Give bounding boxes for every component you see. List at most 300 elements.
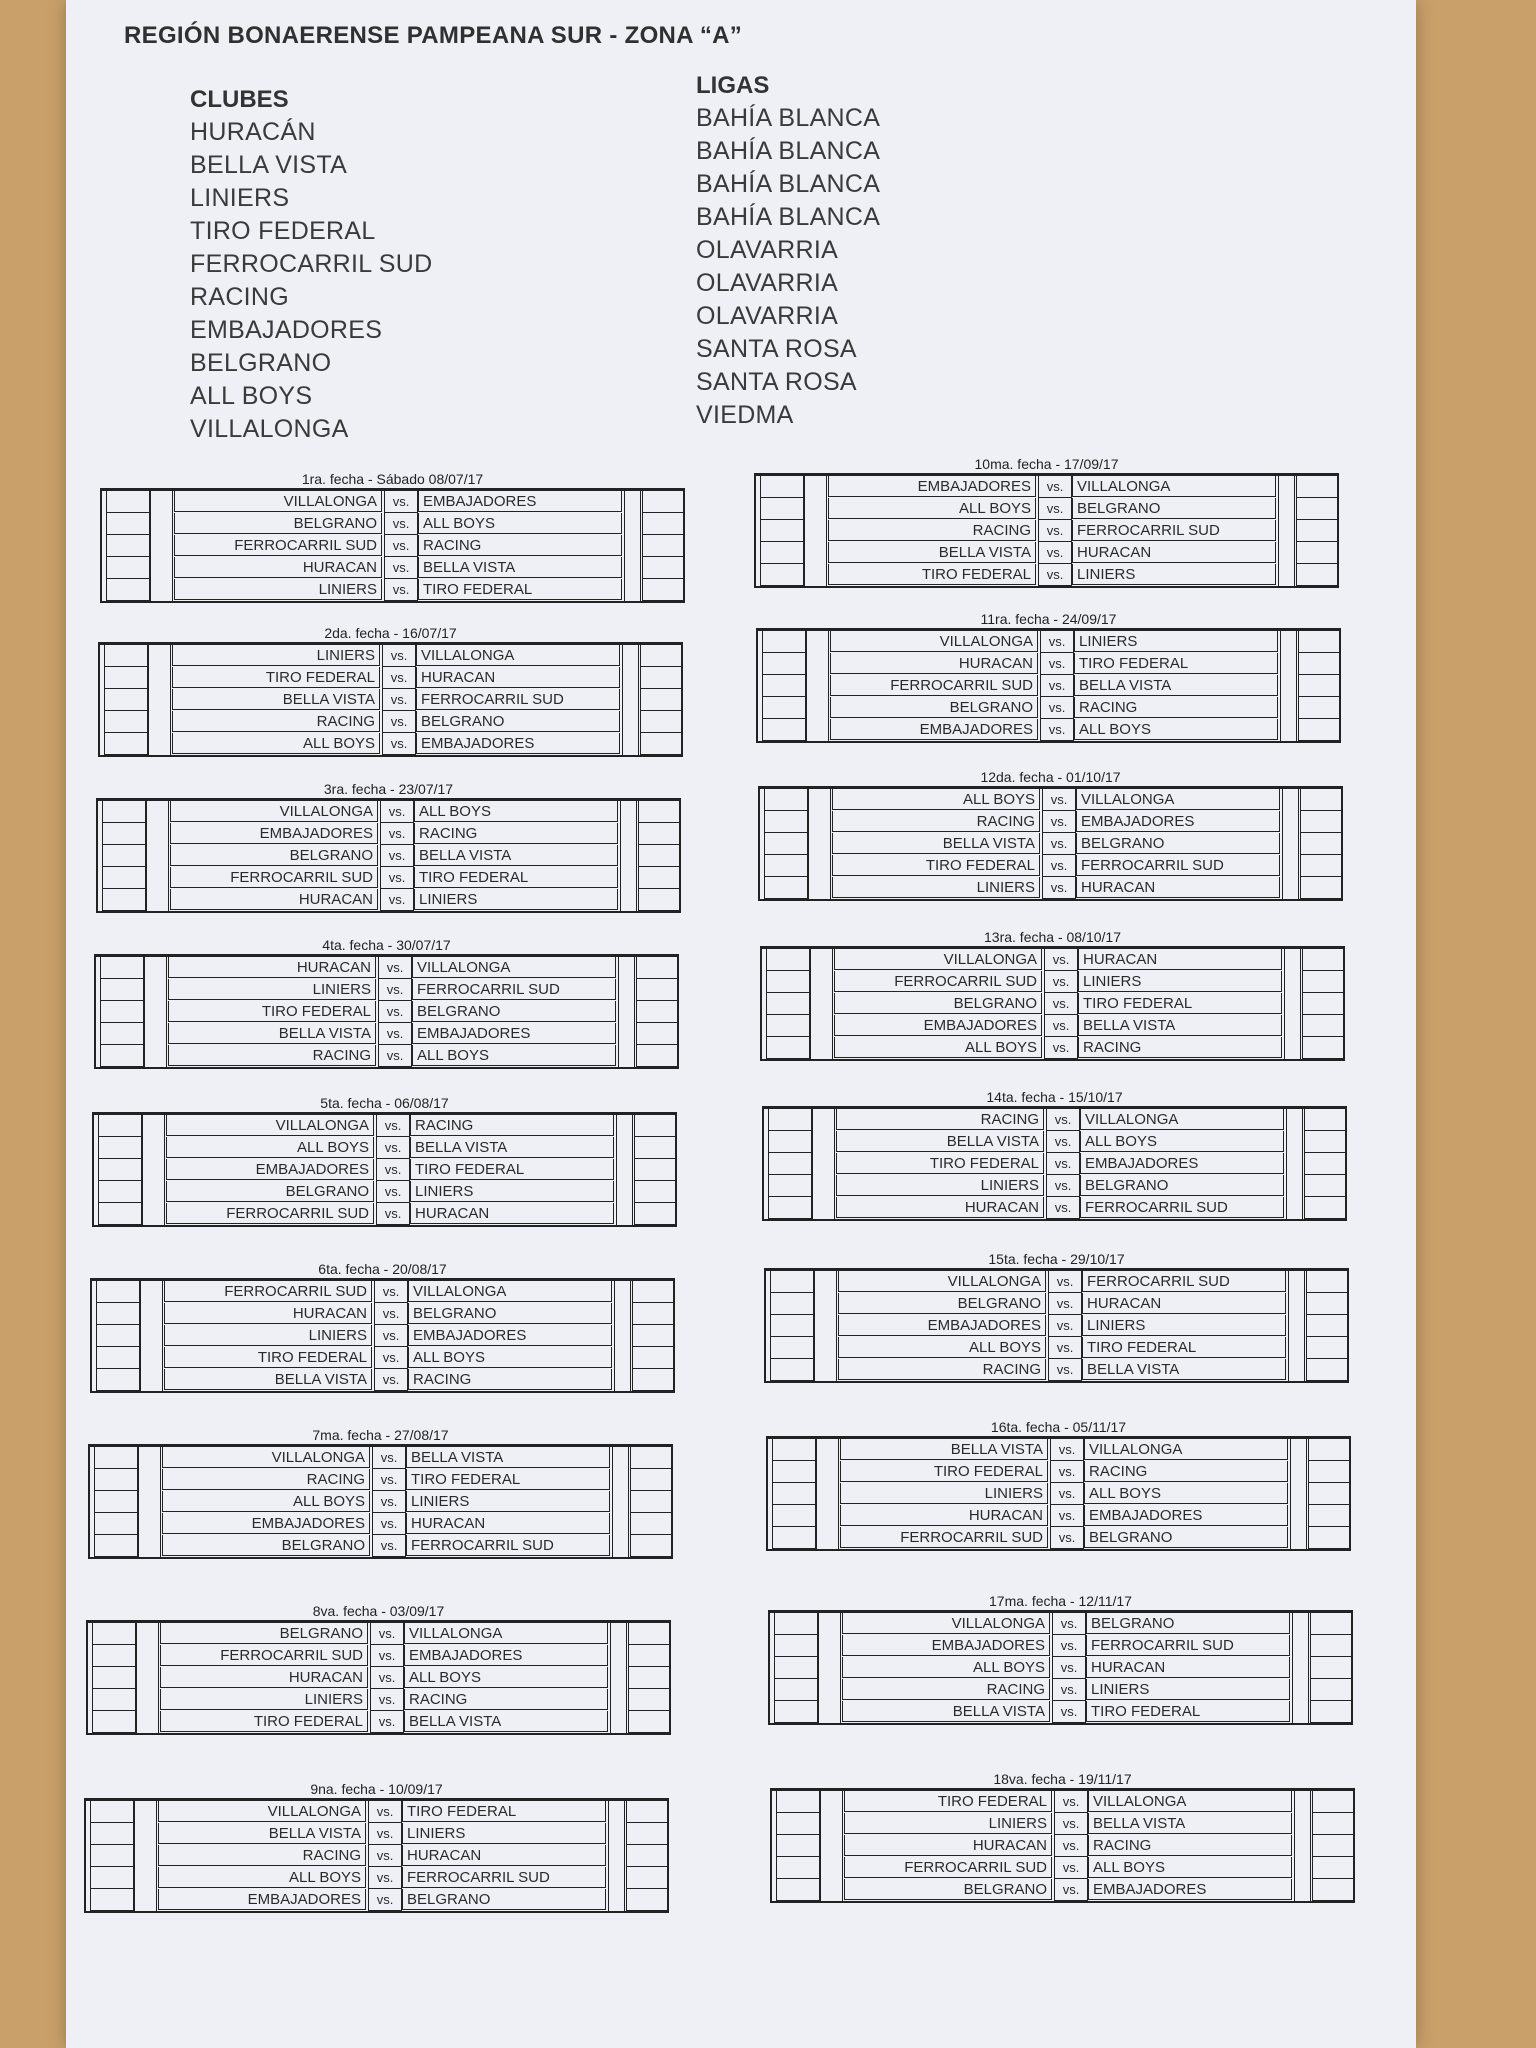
liga-item: SANTA ROSA	[696, 368, 857, 396]
score-box-away	[1308, 1439, 1350, 1461]
home-team: HURACAN	[844, 1835, 1052, 1856]
score-box-home	[764, 855, 808, 877]
home-team: EMBAJADORES	[170, 823, 378, 844]
score-box-home	[772, 1461, 816, 1483]
score-box-away	[1298, 631, 1340, 653]
home-team: TIRO FEDERAL	[828, 564, 1036, 585]
vs-label: vs.	[378, 1001, 412, 1023]
vs-label: vs.	[1050, 1483, 1084, 1505]
away-team: VILLALONGA	[1088, 1791, 1292, 1812]
fixture-table	[90, 1278, 675, 1393]
match-row	[102, 535, 683, 557]
away-team: LINIERS	[402, 1823, 606, 1844]
fixture-table	[766, 1436, 1351, 1551]
away-team: BELLA VISTA	[410, 1137, 614, 1158]
score-box-away	[1300, 789, 1342, 811]
score-box-away	[1300, 855, 1342, 877]
match-row	[98, 867, 679, 889]
score-box-home	[762, 675, 806, 697]
vs-label: vs.	[1048, 1315, 1082, 1337]
away-team: HURACAN	[1086, 1657, 1290, 1678]
home-team: ALL BOYS	[828, 498, 1036, 519]
score-box-away	[638, 823, 680, 845]
home-team: LINIERS	[836, 1175, 1044, 1196]
away-team: VILLALONGA	[408, 1281, 612, 1302]
away-team: FERROCARRIL SUD	[402, 1867, 606, 1888]
fixture-title: 3ra. fecha - 23/07/17	[323, 781, 454, 797]
fixture-title: 8va. fecha - 03/09/17	[312, 1603, 445, 1619]
vs-label: vs.	[368, 1823, 402, 1845]
score-box-home	[104, 645, 148, 667]
home-team: ALL BOYS	[166, 1137, 374, 1158]
score-box-home	[90, 1801, 134, 1823]
score-box-away	[1302, 971, 1344, 993]
score-box-home	[98, 1203, 142, 1225]
score-box-home	[762, 653, 806, 675]
home-team: BELLA VISTA	[168, 1023, 376, 1044]
score-box-home	[92, 1667, 136, 1689]
away-team: VILLALONGA	[1072, 476, 1276, 497]
vs-label: vs.	[1054, 1813, 1088, 1835]
fixture-title: 18va. fecha - 19/11/17	[993, 1771, 1132, 1787]
score-box-home	[768, 1175, 812, 1197]
score-box-home	[776, 1813, 820, 1835]
fixture-title: 15ta. fecha - 29/10/17	[988, 1251, 1125, 1267]
score-box-away	[634, 1203, 676, 1225]
vs-label: vs.	[1040, 653, 1074, 675]
away-team: FERROCARRIL SUD	[1076, 855, 1280, 876]
vs-label: vs.	[382, 733, 416, 755]
away-team: BELGRANO	[1076, 833, 1280, 854]
vs-label: vs.	[1038, 542, 1072, 564]
score-box-home	[92, 1689, 136, 1711]
away-team: LINIERS	[406, 1491, 610, 1512]
score-box-away	[642, 513, 684, 535]
score-box-home	[762, 697, 806, 719]
score-box-home	[774, 1701, 818, 1723]
match-row	[90, 1491, 671, 1513]
vs-label: vs.	[378, 1023, 412, 1045]
match-row	[92, 1303, 673, 1325]
home-team: EMBAJADORES	[166, 1159, 374, 1180]
away-team: RACING	[410, 1115, 614, 1136]
club-item: VILLALONGA	[190, 415, 349, 443]
score-box-home	[106, 557, 150, 579]
match-row	[100, 667, 681, 689]
liga-item: BAHÍA BLANCA	[696, 104, 881, 132]
home-team: BELLA VISTA	[158, 1823, 366, 1844]
score-box-away	[636, 957, 678, 979]
home-team: TIRO FEDERAL	[160, 1711, 368, 1732]
home-team: LINIERS	[168, 979, 376, 1000]
home-team: ALL BOYS	[158, 1867, 366, 1888]
home-team: HURACAN	[160, 1667, 368, 1688]
away-team: BELLA VISTA	[1082, 1359, 1286, 1380]
ligas-header: LIGAS	[696, 72, 770, 99]
match-row	[760, 789, 1341, 811]
score-box-home	[764, 789, 808, 811]
fixture-table	[764, 1268, 1349, 1383]
score-box-away	[628, 1689, 670, 1711]
vs-label: vs.	[1052, 1613, 1086, 1635]
match-row	[100, 711, 681, 733]
score-box-away	[634, 1137, 676, 1159]
score-box-home	[764, 833, 808, 855]
score-box-away	[642, 491, 684, 513]
home-team: TIRO FEDERAL	[836, 1153, 1044, 1174]
fixture-block	[84, 1780, 669, 1913]
away-team: EMBAJADORES	[404, 1645, 608, 1666]
away-team: ALL BOYS	[418, 513, 622, 534]
match-row	[768, 1461, 1349, 1483]
match-row	[90, 1513, 671, 1535]
match-row	[770, 1635, 1351, 1657]
fixture-title: 2da. fecha - 16/07/17	[324, 625, 457, 641]
match-row	[92, 1369, 673, 1391]
match-row	[100, 733, 681, 755]
fixture-title: 11ra. fecha - 24/09/17	[980, 611, 1117, 627]
away-team: TIRO FEDERAL	[406, 1469, 610, 1490]
score-box-home	[90, 1823, 134, 1845]
away-team: TIRO FEDERAL	[1086, 1701, 1290, 1722]
score-box-home	[100, 957, 144, 979]
away-team: RACING	[1088, 1835, 1292, 1856]
vs-label: vs.	[1054, 1879, 1088, 1901]
score-box-away	[1310, 1679, 1352, 1701]
match-row	[766, 1293, 1347, 1315]
match-row	[762, 971, 1343, 993]
club-item: FERROCARRIL SUD	[190, 250, 433, 278]
score-box-away	[1308, 1527, 1350, 1549]
score-box-home	[98, 1159, 142, 1181]
vs-label: vs.	[1042, 789, 1076, 811]
score-box-home	[96, 1369, 140, 1391]
match-row	[96, 1045, 677, 1067]
score-box-home	[772, 1439, 816, 1461]
score-box-away	[1312, 1857, 1354, 1879]
vs-label: vs.	[368, 1801, 402, 1823]
score-box-away	[640, 733, 682, 755]
away-team: FERROCARRIL SUD	[412, 979, 616, 1000]
vs-label: vs.	[370, 1645, 404, 1667]
home-team: BELGRANO	[170, 845, 378, 866]
fixture-table	[760, 946, 1345, 1061]
club-item: RACING	[190, 283, 290, 311]
score-box-home	[94, 1535, 138, 1557]
score-box-home	[760, 498, 804, 520]
away-team: VILLALONGA	[1076, 789, 1280, 810]
score-box-away	[1304, 1131, 1346, 1153]
home-team: ALL BOYS	[838, 1337, 1046, 1358]
match-row	[102, 513, 683, 535]
match-row	[758, 697, 1339, 719]
vs-label: vs.	[372, 1535, 406, 1557]
score-box-home	[772, 1527, 816, 1549]
match-row	[756, 520, 1337, 542]
ligas-list	[696, 102, 880, 432]
fixture-block	[96, 780, 681, 913]
away-team: BELGRANO	[1072, 498, 1276, 519]
score-box-away	[626, 1801, 668, 1823]
score-box-away	[1300, 877, 1342, 899]
away-team: BELLA VISTA	[1074, 675, 1278, 696]
score-box-away	[626, 1867, 668, 1889]
score-box-home	[102, 867, 146, 889]
vs-label: vs.	[1048, 1359, 1082, 1381]
vs-label: vs.	[380, 823, 414, 845]
away-team: EMBAJADORES	[1088, 1879, 1292, 1900]
home-team: VILLALONGA	[834, 949, 1042, 970]
score-box-away	[632, 1369, 674, 1391]
home-team: EMBAJADORES	[828, 476, 1036, 497]
away-team: BELLA VISTA	[404, 1711, 608, 1732]
score-box-home	[772, 1483, 816, 1505]
fixture-block	[94, 936, 679, 1069]
fixture-title: 16ta. fecha - 05/11/17	[990, 1419, 1127, 1435]
fixture-title: 1ra. fecha - Sábado 08/07/17	[301, 471, 484, 487]
score-box-away	[642, 579, 684, 601]
vs-label: vs.	[370, 1623, 404, 1645]
away-team: LINIERS	[1072, 564, 1276, 585]
score-box-home	[104, 711, 148, 733]
score-box-away	[1304, 1109, 1346, 1131]
match-row	[98, 889, 679, 911]
vs-label: vs.	[1052, 1679, 1086, 1701]
vs-label: vs.	[376, 1203, 410, 1225]
home-team: EMBAJADORES	[838, 1315, 1046, 1336]
match-row	[98, 823, 679, 845]
vs-label: vs.	[1046, 1109, 1080, 1131]
score-box-away	[628, 1645, 670, 1667]
home-team: BELGRANO	[838, 1293, 1046, 1314]
score-box-away	[626, 1889, 668, 1911]
score-box-away	[632, 1281, 674, 1303]
score-box-away	[1306, 1359, 1348, 1381]
fixture-table	[96, 798, 681, 913]
away-team: LINIERS	[410, 1181, 614, 1202]
score-box-home	[774, 1635, 818, 1657]
vs-label: vs.	[1046, 1131, 1080, 1153]
home-team: RACING	[158, 1845, 366, 1866]
score-box-away	[1312, 1835, 1354, 1857]
vs-label: vs.	[1044, 1015, 1078, 1037]
score-box-away	[1302, 949, 1344, 971]
fixture-block	[92, 1094, 677, 1227]
match-row	[88, 1623, 669, 1645]
fixture-block	[770, 1770, 1355, 1903]
fixture-block	[90, 1260, 675, 1393]
home-team: FERROCARRIL SUD	[164, 1281, 372, 1302]
match-row	[772, 1835, 1353, 1857]
vs-label: vs.	[376, 1137, 410, 1159]
score-box-away	[1310, 1613, 1352, 1635]
vs-label: vs.	[382, 711, 416, 733]
away-team: FERROCARRIL SUD	[1080, 1197, 1284, 1218]
away-team: HURACAN	[1076, 877, 1280, 898]
score-box-home	[772, 1505, 816, 1527]
score-box-home	[770, 1315, 814, 1337]
club-item: EMBAJADORES	[190, 316, 383, 344]
score-box-away	[1306, 1293, 1348, 1315]
score-box-away	[1304, 1153, 1346, 1175]
vs-label: vs.	[1050, 1439, 1084, 1461]
score-box-away	[1312, 1813, 1354, 1835]
vs-label: vs.	[1048, 1337, 1082, 1359]
home-team: LINIERS	[832, 877, 1040, 898]
score-box-away	[1296, 498, 1338, 520]
home-team: RACING	[832, 811, 1040, 832]
vs-label: vs.	[384, 491, 418, 513]
home-team: BELLA VISTA	[172, 689, 380, 710]
fixture-block	[758, 768, 1343, 901]
score-box-home	[100, 1001, 144, 1023]
away-team: EMBAJADORES	[1080, 1153, 1284, 1174]
vs-label: vs.	[1052, 1635, 1086, 1657]
fixture-table	[86, 1620, 671, 1735]
home-team: BELGRANO	[174, 513, 382, 534]
away-team: BELGRANO	[412, 1001, 616, 1022]
away-team: RACING	[414, 823, 618, 844]
score-box-home	[766, 971, 810, 993]
score-box-home	[94, 1469, 138, 1491]
fixture-block	[86, 1602, 671, 1735]
match-row	[88, 1667, 669, 1689]
home-team: RACING	[836, 1109, 1044, 1130]
away-team: BELLA VISTA	[418, 557, 622, 578]
score-box-home	[770, 1271, 814, 1293]
match-row	[90, 1469, 671, 1491]
score-box-away	[630, 1513, 672, 1535]
fixture-table	[92, 1112, 677, 1227]
score-box-away	[1302, 1015, 1344, 1037]
away-team: HURACAN	[1072, 542, 1276, 563]
score-box-home	[766, 949, 810, 971]
away-team: RACING	[1084, 1461, 1288, 1482]
fixture-title: 14ta. fecha - 15/10/17	[986, 1089, 1123, 1105]
score-box-away	[636, 1045, 678, 1067]
match-row	[756, 542, 1337, 564]
score-box-away	[626, 1845, 668, 1867]
away-team: HURACAN	[410, 1203, 614, 1224]
fixture-sheet	[66, 0, 1416, 2048]
score-box-home	[104, 667, 148, 689]
match-row	[758, 719, 1339, 741]
home-team: BELGRANO	[160, 1623, 368, 1644]
match-row	[770, 1701, 1351, 1723]
score-box-home	[94, 1491, 138, 1513]
home-team: VILLALONGA	[838, 1271, 1046, 1292]
match-row	[768, 1439, 1349, 1461]
home-team: FERROCARRIL SUD	[170, 867, 378, 888]
away-team: BELGRANO	[408, 1303, 612, 1324]
home-team: LINIERS	[844, 1813, 1052, 1834]
vs-label: vs.	[1040, 675, 1074, 697]
away-team: BELLA VISTA	[406, 1447, 610, 1468]
home-team: EMBAJADORES	[834, 1015, 1042, 1036]
vs-label: vs.	[382, 645, 416, 667]
vs-label: vs.	[382, 689, 416, 711]
vs-label: vs.	[384, 535, 418, 557]
away-team: VILLALONGA	[1084, 1439, 1288, 1460]
vs-label: vs.	[384, 513, 418, 535]
home-team: LINIERS	[160, 1689, 368, 1710]
home-team: EMBAJADORES	[830, 719, 1038, 740]
ligas-column	[696, 72, 880, 432]
away-team: TIRO FEDERAL	[410, 1159, 614, 1180]
home-team: RACING	[842, 1679, 1050, 1700]
fixture-table	[762, 1106, 1347, 1221]
vs-label: vs.	[1048, 1271, 1082, 1293]
away-team: EMBAJADORES	[418, 491, 622, 512]
score-box-home	[102, 801, 146, 823]
score-box-away	[636, 1023, 678, 1045]
vs-label: vs.	[1044, 993, 1078, 1015]
score-box-away	[1298, 675, 1340, 697]
vs-label: vs.	[380, 845, 414, 867]
score-box-home	[768, 1153, 812, 1175]
score-box-away	[638, 889, 680, 911]
score-box-home	[764, 877, 808, 899]
away-team: VILLALONGA	[416, 645, 620, 666]
home-team: BELGRANO	[830, 697, 1038, 718]
away-team: EMBAJADORES	[1084, 1505, 1288, 1526]
match-row	[100, 689, 681, 711]
match-row	[86, 1867, 667, 1889]
fixture-block	[764, 1250, 1349, 1383]
match-row	[772, 1857, 1353, 1879]
vs-label: vs.	[1046, 1175, 1080, 1197]
score-box-home	[760, 542, 804, 564]
away-team: HURACAN	[402, 1845, 606, 1866]
away-team: ALL BOYS	[404, 1667, 608, 1688]
clubs-column	[190, 86, 433, 446]
vs-label: vs.	[1042, 877, 1076, 899]
club-item: LINIERS	[190, 184, 290, 212]
fixture-title: 6ta. fecha - 20/08/17	[318, 1261, 447, 1277]
match-row	[102, 557, 683, 579]
vs-label: vs.	[1046, 1153, 1080, 1175]
vs-label: vs.	[1040, 631, 1074, 653]
match-row	[758, 675, 1339, 697]
away-team: BELLA VISTA	[414, 845, 618, 866]
away-team: TIRO FEDERAL	[418, 579, 622, 600]
fixture-table	[768, 1610, 1353, 1725]
match-row	[94, 1115, 675, 1137]
vs-label: vs.	[384, 557, 418, 579]
away-team: VILLALONGA	[404, 1623, 608, 1644]
vs-label: vs.	[378, 979, 412, 1001]
clubs-header: CLUBES	[190, 86, 289, 113]
vs-label: vs.	[374, 1281, 408, 1303]
score-box-away	[630, 1535, 672, 1557]
home-team: BELGRANO	[834, 993, 1042, 1014]
vs-label: vs.	[370, 1711, 404, 1733]
score-box-home	[98, 1137, 142, 1159]
away-team: ALL BOYS	[1074, 719, 1278, 740]
score-box-home	[760, 520, 804, 542]
vs-label: vs.	[372, 1491, 406, 1513]
match-row	[94, 1159, 675, 1181]
score-box-home	[776, 1857, 820, 1879]
vs-label: vs.	[1038, 564, 1072, 586]
score-box-away	[1302, 993, 1344, 1015]
away-team: LINIERS	[414, 889, 618, 910]
score-box-home	[92, 1645, 136, 1667]
home-team: VILLALONGA	[842, 1613, 1050, 1634]
away-team: HURACAN	[416, 667, 620, 688]
score-box-home	[100, 1045, 144, 1067]
vs-label: vs.	[376, 1159, 410, 1181]
